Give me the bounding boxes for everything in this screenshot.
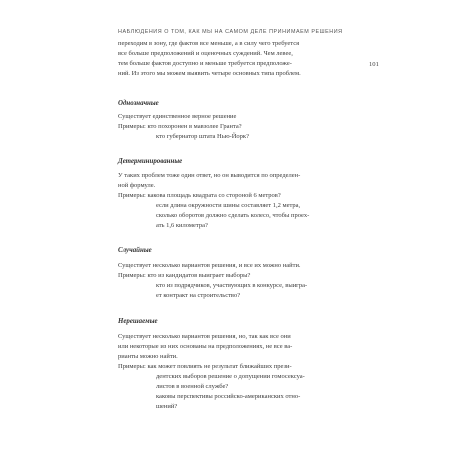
intro-line: переходим в зону, где фактов все меньше, а в силу чего требуется	[118, 40, 300, 47]
intro-line: ний. Из этого мы можем выявить четыре основных типа проблем.	[118, 70, 301, 77]
running-head: НАБЛЮДЕНИЯ О ТОМ, КАК МЫ НА САМОМ ДЕЛЕ ПРИНИМАЕМ РЕШЕНИЯ	[118, 29, 343, 35]
section-heading-unsolvable: Нерешаемые	[118, 318, 158, 325]
section-heading-deterministic: Детерминированные	[118, 158, 183, 165]
example-line: кто губернатор штата Нью-Йорк?	[156, 133, 249, 140]
section-line: Примеры: кто похоронен в мавзолее Гранта?	[118, 123, 242, 130]
section-heading-random: Случайные	[118, 247, 152, 254]
example-line: листов в военной службе?	[156, 383, 229, 390]
example-line: ать 1,6 километра?	[156, 222, 208, 229]
section-line: Существует единственное верное решение	[118, 113, 237, 120]
example-line: дентских выборов решение о допущении гомосексуа-	[156, 373, 305, 380]
example-line: если длина окружности шины составляет 1,2 метра,	[156, 202, 301, 209]
section-line: Существует несколько вариантов решения, но, так как все они	[118, 333, 291, 340]
section-line: Существует несколько вариантов решения, и все их можно найти.	[118, 262, 301, 269]
section-line: Примеры: кто из кандидатов выиграет выборы?	[118, 272, 251, 279]
example-line: сколько оборотов должно сделать колесо, чтобы проех-	[156, 212, 310, 219]
section-line: ной формуле.	[118, 182, 156, 189]
example-line: шений?	[156, 403, 178, 410]
section-line: или некоторые из них основаны на предположениях, не все ва-	[118, 343, 293, 350]
section-line: Примеры: какова площадь квадрата со стороной 6 метров?	[118, 192, 281, 199]
intro-line: все больше предположений и оценочных суждений. Чем левее,	[118, 50, 293, 57]
intro-line: тем больше фактов доступно и меньше требуется предположе-	[118, 60, 292, 67]
example-line: кто из подрядчиков, участвующих в конкурсе, выигра-	[156, 282, 308, 289]
section-line: рианты можно найти.	[118, 353, 178, 360]
section-heading-unambiguous: Однозначные	[118, 100, 159, 107]
section-line: У таких проблем тоже один ответ, но он выводится по определен-	[118, 172, 301, 179]
section-line: Примеры: как может повлиять не результат ближайших прези-	[118, 363, 292, 370]
example-line: ет контракт на строительство?	[156, 292, 241, 299]
example-line: каковы перспективы российско-американских отно-	[156, 393, 301, 400]
page-number: 101	[369, 61, 379, 68]
